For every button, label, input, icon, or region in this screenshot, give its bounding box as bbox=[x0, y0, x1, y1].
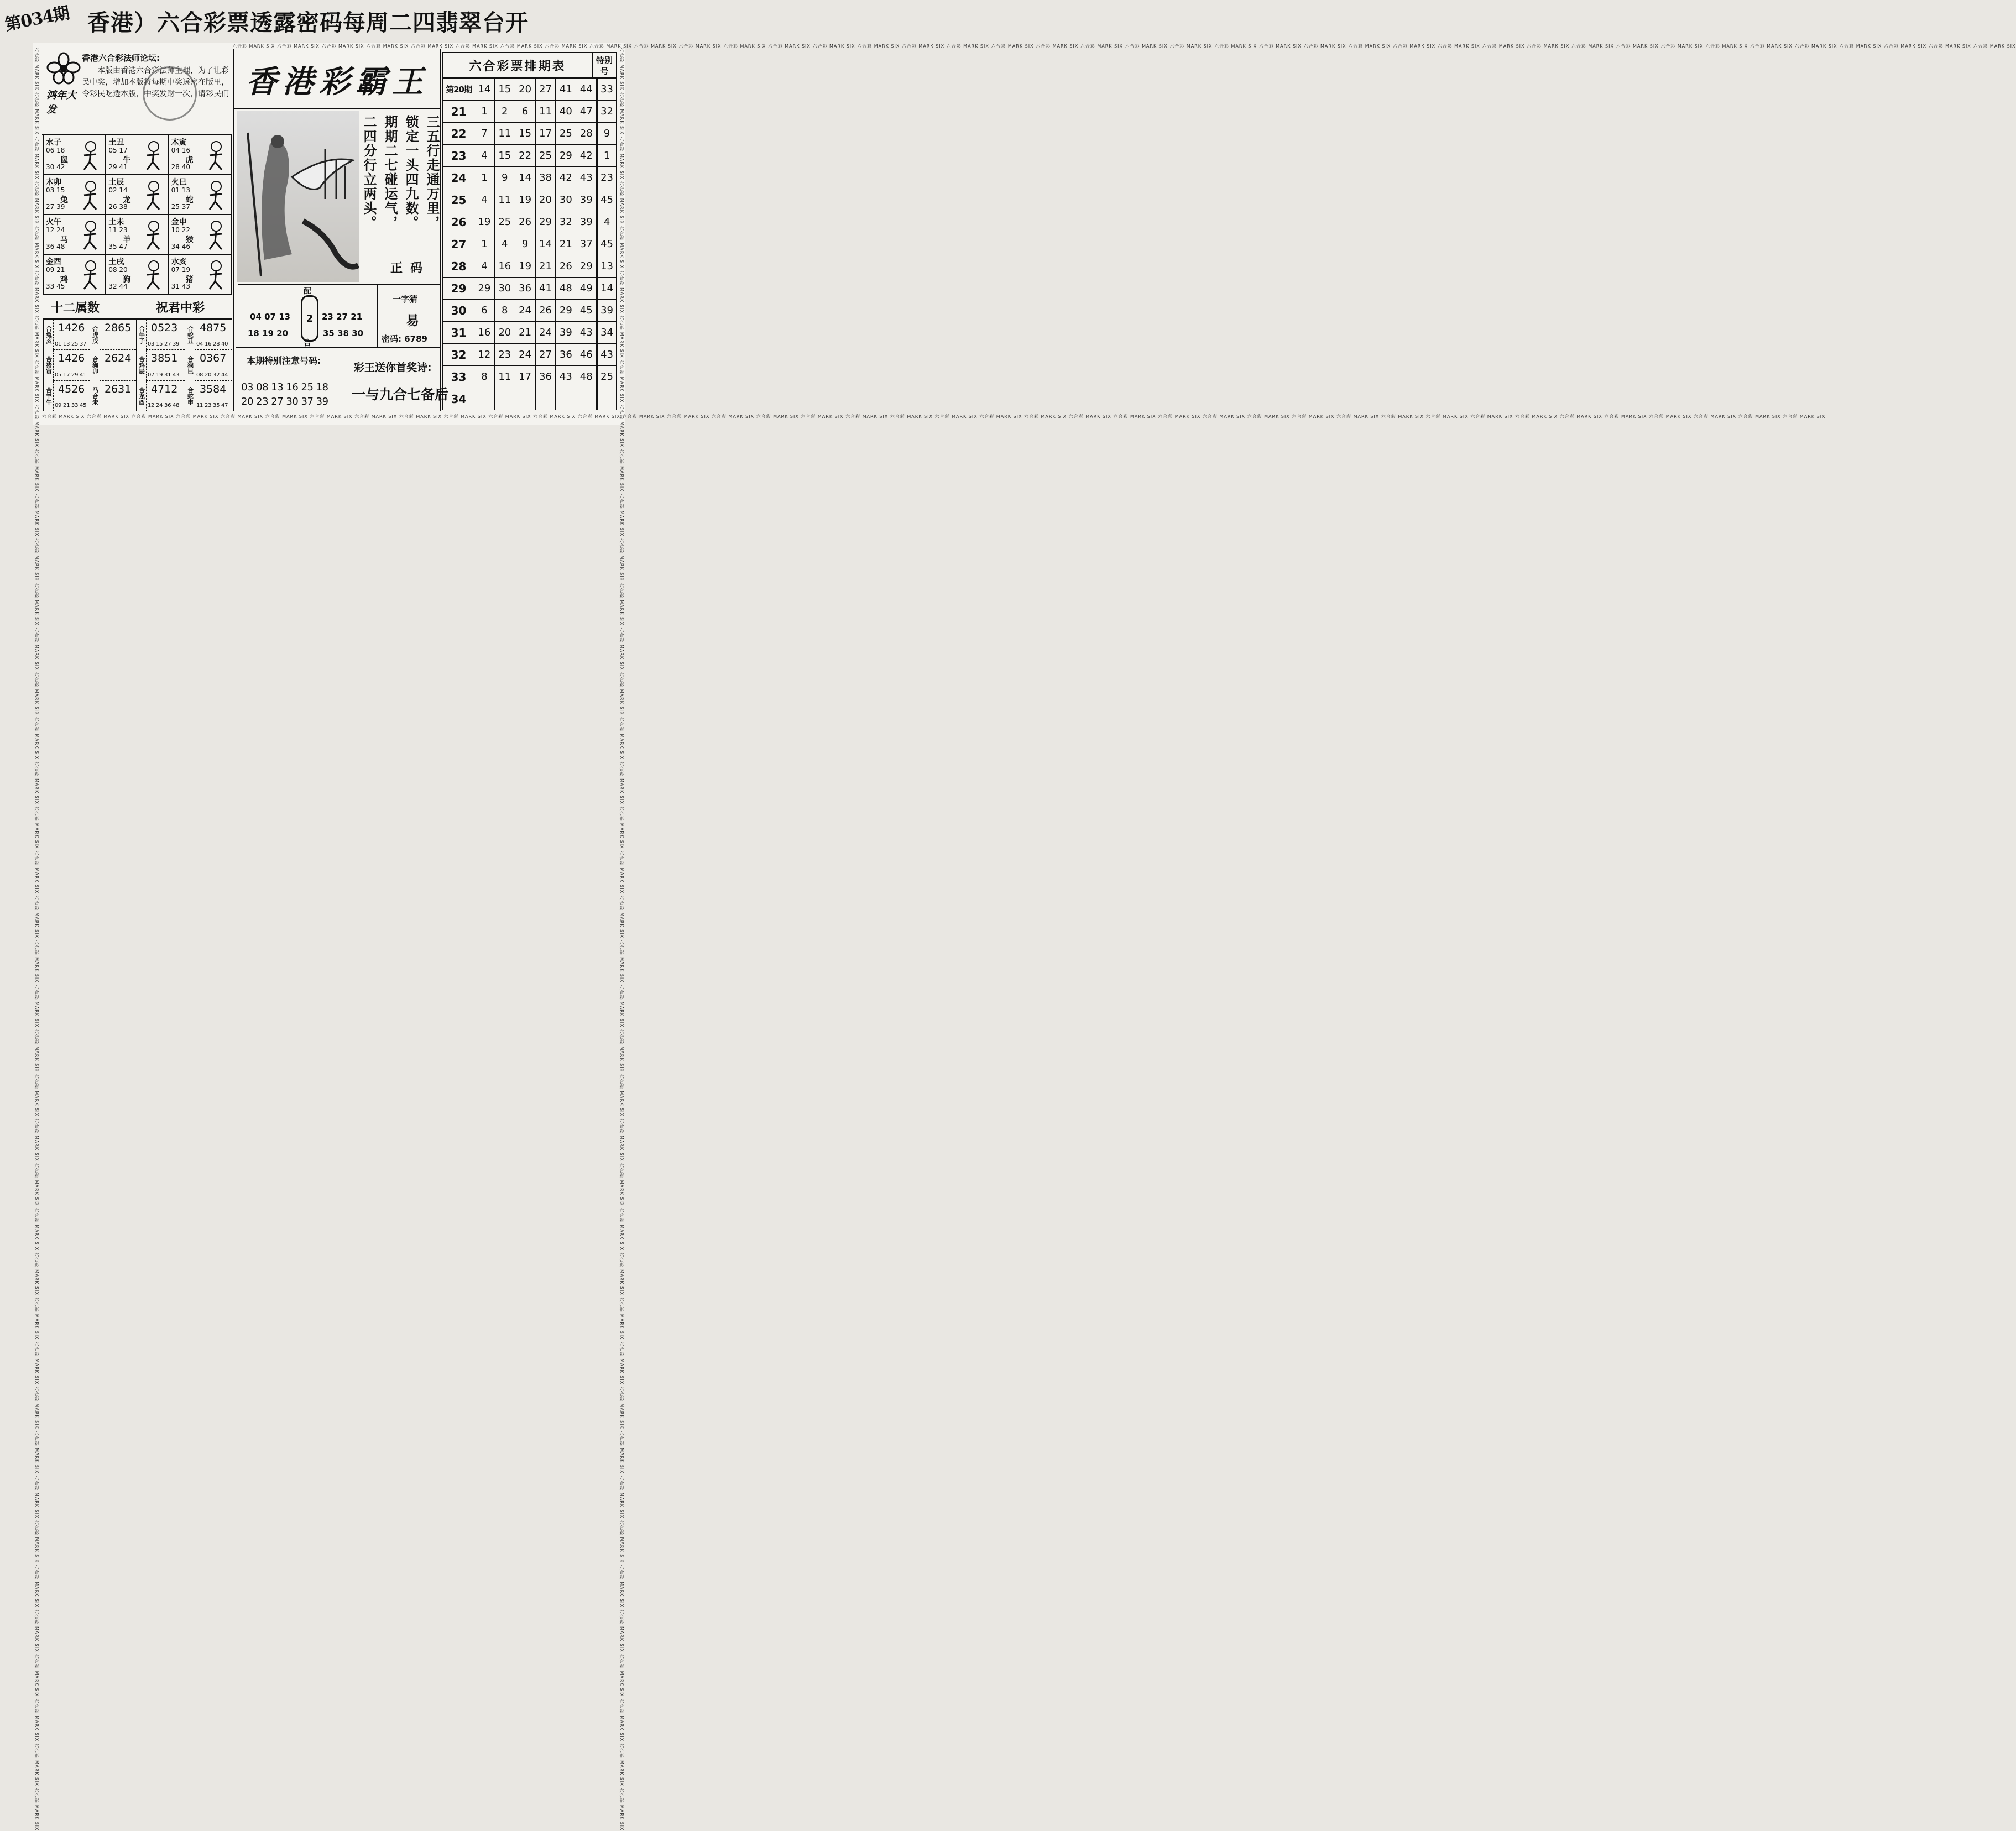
zodiac-cell bbox=[43, 254, 106, 295]
table-row bbox=[442, 300, 617, 322]
number-cell: 2 bbox=[495, 101, 515, 123]
combo-numbers: 12 24 36 48 bbox=[148, 402, 180, 409]
zodiac-top-numbers: 06 18 bbox=[46, 147, 65, 154]
number-cell: 26 bbox=[556, 255, 576, 278]
special-cell: 39 bbox=[597, 300, 617, 322]
number-cell: 29 bbox=[576, 255, 597, 278]
zodiac-bottom-numbers: 31 43 bbox=[171, 283, 191, 290]
combo-label: 合鸡辰 bbox=[136, 350, 146, 380]
number-cell: 15 bbox=[495, 145, 515, 167]
gift-poem: 一与九合七备后 bbox=[352, 386, 449, 402]
number-cell: 9 bbox=[495, 167, 515, 189]
table-row bbox=[442, 79, 617, 101]
number-cell bbox=[576, 388, 597, 410]
number-cell: 11 bbox=[495, 123, 515, 145]
zodiac-element: 水亥 bbox=[171, 258, 187, 266]
issue-cell: 34 bbox=[442, 388, 474, 410]
special-cell bbox=[597, 388, 617, 410]
divider bbox=[234, 108, 440, 109]
divider bbox=[344, 347, 441, 348]
issue-cell: 30 bbox=[442, 300, 474, 322]
zodiac-cell bbox=[43, 134, 106, 175]
pei-right-numbers: 35 38 30 bbox=[323, 328, 364, 338]
combo-code: 3851 bbox=[151, 352, 178, 365]
number-cell: 14 bbox=[536, 233, 556, 255]
zodiac-bottom-numbers: 25 37 bbox=[171, 203, 191, 211]
pei-left-numbers: 18 19 20 bbox=[248, 328, 289, 338]
combo-cell bbox=[195, 381, 232, 411]
zodiac-element: 金酉 bbox=[46, 258, 61, 266]
zodiac-element: 木卯 bbox=[46, 178, 61, 187]
special-title: 本期特别注意号码: bbox=[247, 355, 321, 366]
table-row bbox=[442, 233, 617, 255]
zodiac-top-numbers: 10 22 bbox=[171, 226, 191, 234]
cartoon-animal-icon bbox=[140, 180, 166, 211]
zodiac-bottom-numbers: 34 46 bbox=[171, 243, 191, 250]
special-cell: 14 bbox=[597, 278, 617, 300]
sage-figure-icon bbox=[237, 111, 359, 282]
zhengma-label: 正码 bbox=[390, 261, 431, 275]
special-numbers-row: 20 23 27 30 37 39 bbox=[241, 396, 328, 407]
number-cell: 21 bbox=[556, 233, 576, 255]
watermark-strip-right: 六合彩 MARK SIX 六合彩 MARK SIX 六合彩 MARK SIX 六合彩 MARK SIX 六合彩 MARK SIX 六合彩 MARK SIX 六合彩 MARK SIX 六合彩 MARK SIX 六合彩 MARK SIX 六合彩 MARK SIX 六合彩 MARK SIX 六合彩 MARK SIX 六合彩 MARK SIX 六合彩 MARK SIX 六合彩 MARK SIX 六合彩 MARK SIX 六合彩 MARK SIX 六合彩 MARK SIX 六合彩 MARK SIX 六合彩 MARK SIX 六合彩 MARK SIX 六合彩 MARK SIX 六合彩 MARK SIX 六合彩 MARK SIX 六合彩 MARK SIX 六合彩 MARK SIX 六合彩 MARK SIX 六合彩 MARK SIX 六合彩 MARK SIX 六合彩 MARK SIX 六合彩 MARK SIX 六合彩 MARK SIX 六合彩 MARK SIX 六合彩 MARK SIX 六合彩 MARK SIX 六合彩 MARK SIX 六合彩 MARK SIX 六合彩 MARK SIX 六合彩 MARK SIX 六合彩 MARK SIX bbox=[619, 48, 624, 1831]
poem-line: 期期二七碰运气， bbox=[382, 115, 398, 230]
table-row bbox=[442, 101, 617, 123]
issue-cell: 28 bbox=[442, 255, 474, 278]
number-cell: 1 bbox=[474, 233, 495, 255]
zodiac-element: 土辰 bbox=[108, 178, 124, 187]
number-cell: 32 bbox=[556, 211, 576, 233]
zodiac-element: 金申 bbox=[171, 218, 187, 227]
combo-cell bbox=[146, 320, 185, 350]
number-cell: 29 bbox=[536, 211, 556, 233]
number-cell: 25 bbox=[536, 145, 556, 167]
combo-code: 2624 bbox=[105, 352, 132, 365]
table-row bbox=[442, 278, 617, 300]
zodiac-grid bbox=[43, 135, 231, 294]
number-cell: 25 bbox=[495, 211, 515, 233]
number-cell bbox=[495, 388, 515, 410]
pei-left-numbers: 04 07 13 bbox=[250, 312, 291, 322]
number-cell: 36 bbox=[556, 344, 576, 366]
zodiac-top-numbers: 08 20 bbox=[108, 266, 128, 274]
number-cell: 26 bbox=[536, 300, 556, 322]
number-cell: 14 bbox=[474, 79, 495, 101]
issue-cell: 27 bbox=[442, 233, 474, 255]
pei-label: 配 bbox=[304, 287, 311, 296]
table-header bbox=[442, 52, 617, 79]
zodiac-top-numbers: 05 17 bbox=[108, 147, 128, 154]
zodiac-element: 火巳 bbox=[171, 178, 187, 187]
combo-cell bbox=[100, 381, 136, 411]
pei-right-numbers: 23 27 21 bbox=[322, 312, 363, 322]
number-cell: 42 bbox=[556, 167, 576, 189]
cartoon-animal-icon bbox=[77, 140, 103, 171]
number-cell: 14 bbox=[515, 167, 536, 189]
zodiac-element: 火午 bbox=[46, 218, 61, 227]
number-cell: 43 bbox=[576, 167, 597, 189]
zodiac-element: 土丑 bbox=[108, 138, 124, 147]
watermark-strip-left: 六合彩 MARK SIX 六合彩 MARK SIX 六合彩 MARK SIX 六合彩 MARK SIX 六合彩 MARK SIX 六合彩 MARK SIX 六合彩 MARK SIX 六合彩 MARK SIX 六合彩 MARK SIX 六合彩 MARK SIX 六合彩 MARK SIX 六合彩 MARK SIX 六合彩 MARK SIX 六合彩 MARK SIX 六合彩 MARK SIX 六合彩 MARK SIX 六合彩 MARK SIX 六合彩 MARK SIX 六合彩 MARK SIX 六合彩 MARK SIX 六合彩 MARK SIX 六合彩 MARK SIX 六合彩 MARK SIX 六合彩 MARK SIX 六合彩 MARK SIX 六合彩 MARK SIX 六合彩 MARK SIX 六合彩 MARK SIX 六合彩 MARK SIX 六合彩 MARK SIX 六合彩 MARK SIX 六合彩 MARK SIX 六合彩 MARK SIX 六合彩 MARK SIX 六合彩 MARK SIX 六合彩 MARK SIX 六合彩 MARK SIX 六合彩 MARK SIX 六合彩 MARK SIX 六合彩 MARK SIX bbox=[34, 48, 39, 1831]
zodiac-animal: 狗 bbox=[123, 275, 131, 284]
zodiac-bottom-numbers: 36 48 bbox=[46, 243, 65, 250]
watermark-strip-top: 六合彩 MARK SIX 六合彩 MARK SIX 六合彩 MARK SIX 六合彩 MARK SIX 六合彩 MARK SIX 六合彩 MARK SIX 六合彩 MARK SIX 六合彩 MARK SIX 六合彩 MARK SIX 六合彩 MARK SIX 六合彩 MARK SIX 六合彩 MARK SIX 六合彩 MARK SIX 六合彩 MARK SIX 六合彩 MARK SIX 六合彩 MARK SIX 六合彩 MARK SIX 六合彩 MARK SIX 六合彩 MARK SIX 六合彩 MARK SIX 六合彩 MARK SIX 六合彩 MARK SIX 六合彩 MARK SIX 六合彩 MARK SIX 六合彩 MARK SIX 六合彩 MARK SIX 六合彩 MARK SIX 六合彩 MARK SIX 六合彩 MARK SIX 六合彩 MARK SIX 六合彩 MARK SIX 六合彩 MARK SIX 六合彩 MARK SIX 六合彩 MARK SIX 六合彩 MARK SIX 六合彩 MARK SIX 六合彩 MARK SIX 六合彩 MARK SIX 六合彩 MARK SIX 六合彩 MARK SIX bbox=[232, 44, 2016, 49]
number-cell: 39 bbox=[556, 322, 576, 344]
combo-cell bbox=[195, 350, 232, 380]
zodiac-cell bbox=[43, 214, 106, 255]
combo-label: 合龙酉 bbox=[136, 381, 146, 411]
zodiac-animal: 羊 bbox=[123, 236, 131, 244]
combo-numbers: 05 17 29 41 bbox=[55, 372, 87, 378]
combo-code: 1426 bbox=[58, 322, 85, 334]
number-cell: 37 bbox=[576, 233, 597, 255]
poem-line: 锁定一头四九数。 bbox=[403, 115, 419, 230]
special-cell: 23 bbox=[597, 167, 617, 189]
special-cell: 13 bbox=[597, 255, 617, 278]
combo-numbers: 04 16 28 40 bbox=[196, 341, 228, 348]
poem-line: 三五行走通万里， bbox=[424, 115, 440, 230]
table-row bbox=[442, 123, 617, 145]
number-cell: 4 bbox=[474, 189, 495, 211]
zodiac-element: 木寅 bbox=[171, 138, 187, 147]
number-cell: 19 bbox=[515, 189, 536, 211]
special-cell: 34 bbox=[597, 322, 617, 344]
number-cell: 29 bbox=[474, 278, 495, 300]
combo-numbers: 08 20 32 44 bbox=[196, 372, 228, 378]
number-cell: 11 bbox=[536, 101, 556, 123]
zodiac-animal: 鼠 bbox=[60, 156, 68, 165]
number-cell: 9 bbox=[515, 233, 536, 255]
cartoon-animal-icon bbox=[203, 219, 228, 250]
zodiac-bottom-numbers: 27 39 bbox=[46, 203, 65, 211]
zodiac-cell bbox=[168, 254, 232, 295]
table-row bbox=[442, 322, 617, 344]
combo-code: 1426 bbox=[58, 352, 85, 365]
guess-label: 一字猜 bbox=[393, 294, 418, 304]
combo-numbers: 01 13 25 37 bbox=[55, 341, 87, 348]
zodiac-top-numbers: 12 24 bbox=[46, 226, 65, 234]
zodiac-element: 土戌 bbox=[108, 258, 124, 266]
zodiac-animal: 龙 bbox=[123, 196, 131, 205]
special-cell: 33 bbox=[597, 79, 617, 101]
combo-cell bbox=[53, 320, 90, 350]
combo-label: 合猪寅 bbox=[43, 350, 53, 380]
he-label: 合 bbox=[304, 339, 311, 348]
special-cell: 9 bbox=[597, 123, 617, 145]
zodiac-bottom-numbers: 29 41 bbox=[108, 163, 128, 171]
watermark-strip-bottom: 六合彩 MARK SIX 六合彩 MARK SIX 六合彩 MARK SIX 六合彩 MARK SIX 六合彩 MARK SIX 六合彩 MARK SIX 六合彩 MARK SIX 六合彩 MARK SIX 六合彩 MARK SIX 六合彩 MARK SIX 六合彩 MARK SIX 六合彩 MARK SIX 六合彩 MARK SIX 六合彩 MARK SIX 六合彩 MARK SIX 六合彩 MARK SIX 六合彩 MARK SIX 六合彩 MARK SIX 六合彩 MARK SIX 六合彩 MARK SIX 六合彩 MARK SIX 六合彩 MARK SIX 六合彩 MARK SIX 六合彩 MARK SIX 六合彩 MARK SIX 六合彩 MARK SIX 六合彩 MARK SIX 六合彩 MARK SIX 六合彩 MARK SIX 六合彩 MARK SIX 六合彩 MARK SIX 六合彩 MARK SIX 六合彩 MARK SIX 六合彩 MARK SIX 六合彩 MARK SIX 六合彩 MARK SIX 六合彩 MARK SIX 六合彩 MARK SIX 六合彩 MARK SIX 六合彩 MARK SIX bbox=[42, 414, 1826, 419]
cartoon-animal-icon bbox=[77, 259, 103, 290]
number-cell: 29 bbox=[556, 145, 576, 167]
issue-cell: 31 bbox=[442, 322, 474, 344]
zodiac-element: 水子 bbox=[46, 138, 61, 147]
number-cell: 48 bbox=[576, 366, 597, 388]
number-cell: 48 bbox=[556, 278, 576, 300]
zodiac-cell bbox=[43, 174, 106, 215]
number-cell: 49 bbox=[576, 278, 597, 300]
zodiac-cell bbox=[168, 174, 232, 215]
combo-label: 马合未 bbox=[90, 381, 100, 411]
issue-cell: 第20期 bbox=[442, 79, 474, 101]
page-headline: 香港）六合彩票透露密码每周二四翡翠台开 bbox=[87, 9, 529, 36]
combo-label: 合兔亥 bbox=[43, 320, 53, 350]
number-cell bbox=[474, 388, 495, 410]
middle-title: 香港彩霸王 bbox=[246, 64, 429, 100]
combo-numbers: 03 15 27 39 bbox=[148, 341, 180, 348]
issue-cell: 29 bbox=[442, 278, 474, 300]
number-cell: 4 bbox=[495, 233, 515, 255]
table-row bbox=[442, 167, 617, 189]
number-cell: 21 bbox=[515, 322, 536, 344]
zodiac-top-numbers: 03 15 bbox=[46, 186, 65, 194]
poem-line: 二四分行立两头。 bbox=[361, 115, 377, 230]
table-row bbox=[442, 344, 617, 366]
issue-cell: 25 bbox=[442, 189, 474, 211]
section-title-zodiac: 十二属数 bbox=[51, 301, 100, 315]
number-cell: 17 bbox=[515, 366, 536, 388]
issue-cell: 26 bbox=[442, 211, 474, 233]
section-title-wish: 祝君中彩 bbox=[156, 301, 205, 315]
number-cell: 20 bbox=[515, 79, 536, 101]
special-cell: 43 bbox=[597, 344, 617, 366]
combo-numbers: 11 23 35 47 bbox=[196, 402, 228, 409]
number-cell: 39 bbox=[576, 189, 597, 211]
number-cell: 17 bbox=[536, 123, 556, 145]
zodiac-cell bbox=[168, 134, 232, 175]
number-cell: 39 bbox=[576, 211, 597, 233]
zodiac-animal: 鸡 bbox=[60, 275, 68, 284]
gift-title: 彩王送你首奖诗: bbox=[354, 362, 432, 374]
combo-cell bbox=[53, 381, 90, 411]
cartoon-animal-icon bbox=[203, 259, 228, 290]
number-cell: 12 bbox=[474, 344, 495, 366]
number-cell: 21 bbox=[536, 255, 556, 278]
number-cell bbox=[536, 388, 556, 410]
number-cell: 25 bbox=[556, 123, 576, 145]
number-cell: 15 bbox=[495, 79, 515, 101]
forum-text: 本版由香港六合彩法师主理，为了让彩民中奖，增加本版将每期中奖透密在版里，令彩民吃透本版，中奖发财一次，请彩民们 bbox=[82, 66, 229, 98]
zodiac-bottom-numbers: 30 42 bbox=[46, 163, 65, 171]
zodiac-animal: 猴 bbox=[185, 236, 194, 244]
number-cell: 15 bbox=[515, 123, 536, 145]
zodiac-cell bbox=[105, 214, 169, 255]
flower-logo-icon bbox=[46, 52, 81, 85]
number-cell: 24 bbox=[515, 344, 536, 366]
number-cell: 20 bbox=[495, 322, 515, 344]
combo-label: 合狗卯 bbox=[90, 350, 100, 380]
number-cell: 41 bbox=[536, 278, 556, 300]
combo-numbers: 07 19 31 43 bbox=[148, 372, 180, 378]
number-cell: 20 bbox=[536, 189, 556, 211]
number-cell: 23 bbox=[495, 344, 515, 366]
number-cell: 29 bbox=[556, 300, 576, 322]
combo-code: 0523 bbox=[151, 322, 178, 334]
combo-cell bbox=[146, 381, 185, 411]
issue-cell: 32 bbox=[442, 344, 474, 366]
table-row bbox=[442, 388, 617, 410]
issue-cell: 33 bbox=[442, 366, 474, 388]
sage-illustration bbox=[237, 111, 359, 282]
cartoon-animal-icon bbox=[77, 180, 103, 211]
zodiac-animal: 牛 bbox=[123, 156, 131, 165]
zodiac-top-numbers: 09 21 bbox=[46, 266, 65, 274]
number-cell: 47 bbox=[576, 101, 597, 123]
number-cell: 30 bbox=[495, 278, 515, 300]
cartoon-animal-icon bbox=[140, 140, 166, 171]
zodiac-element: 土未 bbox=[108, 218, 124, 227]
forum-title: 香港六合彩法师论坛: bbox=[82, 53, 160, 63]
number-cell: 43 bbox=[556, 366, 576, 388]
seal-stamp bbox=[143, 66, 197, 121]
combo-label: 合猴巳 bbox=[185, 350, 195, 380]
number-cell bbox=[515, 388, 536, 410]
combo-code: 3584 bbox=[200, 383, 227, 395]
number-cell: 22 bbox=[515, 145, 536, 167]
number-cell: 11 bbox=[495, 189, 515, 211]
zodiac-cell bbox=[168, 214, 232, 255]
zodiac-cell bbox=[105, 254, 169, 295]
issue-cell: 21 bbox=[442, 101, 474, 123]
table-row bbox=[442, 189, 617, 211]
zodiac-bottom-numbers: 35 47 bbox=[108, 243, 128, 250]
number-cell: 16 bbox=[474, 322, 495, 344]
special-numbers-row: 03 08 13 16 25 18 bbox=[241, 381, 328, 393]
zodiac-bottom-numbers: 26 38 bbox=[108, 203, 128, 211]
special-cell: 45 bbox=[597, 233, 617, 255]
combo-cell bbox=[100, 350, 136, 380]
zodiac-cell bbox=[105, 174, 169, 215]
combo-cell bbox=[146, 350, 185, 380]
number-cell bbox=[556, 388, 576, 410]
number-cell: 19 bbox=[474, 211, 495, 233]
zodiac-top-numbers: 02 14 bbox=[108, 186, 128, 194]
number-cell: 27 bbox=[536, 79, 556, 101]
combo-cell bbox=[100, 320, 136, 350]
issue-cell: 24 bbox=[442, 167, 474, 189]
zodiac-top-numbers: 11 23 bbox=[108, 226, 128, 234]
number-cell: 41 bbox=[556, 79, 576, 101]
number-cell: 38 bbox=[536, 167, 556, 189]
combo-label: 合羊午 bbox=[43, 381, 53, 411]
table-row bbox=[442, 255, 617, 278]
number-cell: 16 bbox=[495, 255, 515, 278]
number-cell: 30 bbox=[556, 189, 576, 211]
number-cell: 1 bbox=[474, 167, 495, 189]
zodiac-bottom-numbers: 32 44 bbox=[108, 283, 128, 290]
issue-number: 第034期 bbox=[3, 3, 71, 35]
number-cell: 8 bbox=[495, 300, 515, 322]
table-body bbox=[442, 79, 617, 410]
issue-cell: 23 bbox=[442, 145, 474, 167]
number-cell: 1 bbox=[474, 101, 495, 123]
cartoon-animal-icon bbox=[140, 219, 166, 250]
combo-cell bbox=[53, 350, 90, 380]
number-cell: 6 bbox=[474, 300, 495, 322]
number-cell: 40 bbox=[556, 101, 576, 123]
number-cell: 42 bbox=[576, 145, 597, 167]
poem-block bbox=[361, 115, 440, 261]
number-cell: 7 bbox=[474, 123, 495, 145]
number-cell: 24 bbox=[515, 300, 536, 322]
draw-schedule-table bbox=[442, 52, 617, 410]
number-cell: 46 bbox=[576, 344, 597, 366]
zodiac-top-numbers: 04 16 bbox=[171, 147, 191, 154]
pei-center-number: 2 bbox=[301, 295, 318, 342]
table-row bbox=[442, 366, 617, 388]
number-cell: 27 bbox=[536, 344, 556, 366]
combo-cell bbox=[195, 320, 232, 350]
combo-label: 合蛇丑 bbox=[185, 320, 195, 350]
number-cell: 8 bbox=[474, 366, 495, 388]
combo-grid bbox=[43, 318, 232, 411]
combo-code: 4712 bbox=[151, 383, 178, 395]
cartoon-animal-icon bbox=[140, 259, 166, 290]
special-cell: 25 bbox=[597, 366, 617, 388]
special-cell: 32 bbox=[597, 101, 617, 123]
issue-cell: 22 bbox=[442, 123, 474, 145]
combo-code: 4875 bbox=[200, 322, 227, 334]
zodiac-cell bbox=[105, 134, 169, 175]
combo-label: 合牛子 bbox=[136, 320, 146, 350]
number-cell: 44 bbox=[576, 79, 597, 101]
zodiac-animal: 猪 bbox=[185, 275, 194, 284]
zodiac-animal: 虎 bbox=[185, 156, 194, 165]
combo-code: 2631 bbox=[105, 383, 132, 395]
number-cell: 4 bbox=[474, 255, 495, 278]
zodiac-animal: 马 bbox=[60, 236, 68, 244]
password: 密码: 6789 bbox=[382, 334, 427, 344]
table-row bbox=[442, 145, 617, 167]
combo-code: 4526 bbox=[58, 383, 85, 395]
guess-value: 易 bbox=[406, 312, 419, 328]
number-cell: 19 bbox=[515, 255, 536, 278]
combo-code: 2865 bbox=[105, 322, 132, 334]
zodiac-bottom-numbers: 33 45 bbox=[46, 283, 65, 290]
cartoon-animal-icon bbox=[77, 219, 103, 250]
combo-label: 合虎戊 bbox=[90, 320, 100, 350]
number-cell: 36 bbox=[515, 278, 536, 300]
special-cell: 1 bbox=[597, 145, 617, 167]
number-cell: 24 bbox=[536, 322, 556, 344]
number-cell: 36 bbox=[536, 366, 556, 388]
cartoon-animal-icon bbox=[203, 180, 228, 211]
special-header: 特别号 bbox=[592, 53, 616, 77]
zodiac-animal: 兔 bbox=[60, 196, 68, 205]
number-cell: 11 bbox=[495, 366, 515, 388]
special-cell: 45 bbox=[597, 189, 617, 211]
combo-label: 合蛇申 bbox=[185, 381, 195, 411]
number-cell: 26 bbox=[515, 211, 536, 233]
table-title: 六合彩票排期表 bbox=[469, 59, 566, 74]
special-cell: 4 bbox=[597, 211, 617, 233]
combo-code: 0367 bbox=[200, 352, 227, 365]
number-cell: 28 bbox=[576, 123, 597, 145]
number-cell: 45 bbox=[576, 300, 597, 322]
zodiac-top-numbers: 07 19 bbox=[171, 266, 191, 274]
logo-caption: 鸿年大发 bbox=[46, 90, 76, 116]
cartoon-animal-icon bbox=[203, 140, 228, 171]
table-row bbox=[442, 211, 617, 233]
zodiac-bottom-numbers: 28 40 bbox=[171, 163, 191, 171]
combo-numbers: 09 21 33 45 bbox=[55, 402, 87, 409]
zodiac-top-numbers: 01 13 bbox=[171, 186, 191, 194]
number-cell: 6 bbox=[515, 101, 536, 123]
zodiac-animal: 蛇 bbox=[185, 196, 194, 205]
number-cell: 43 bbox=[576, 322, 597, 344]
number-cell: 4 bbox=[474, 145, 495, 167]
